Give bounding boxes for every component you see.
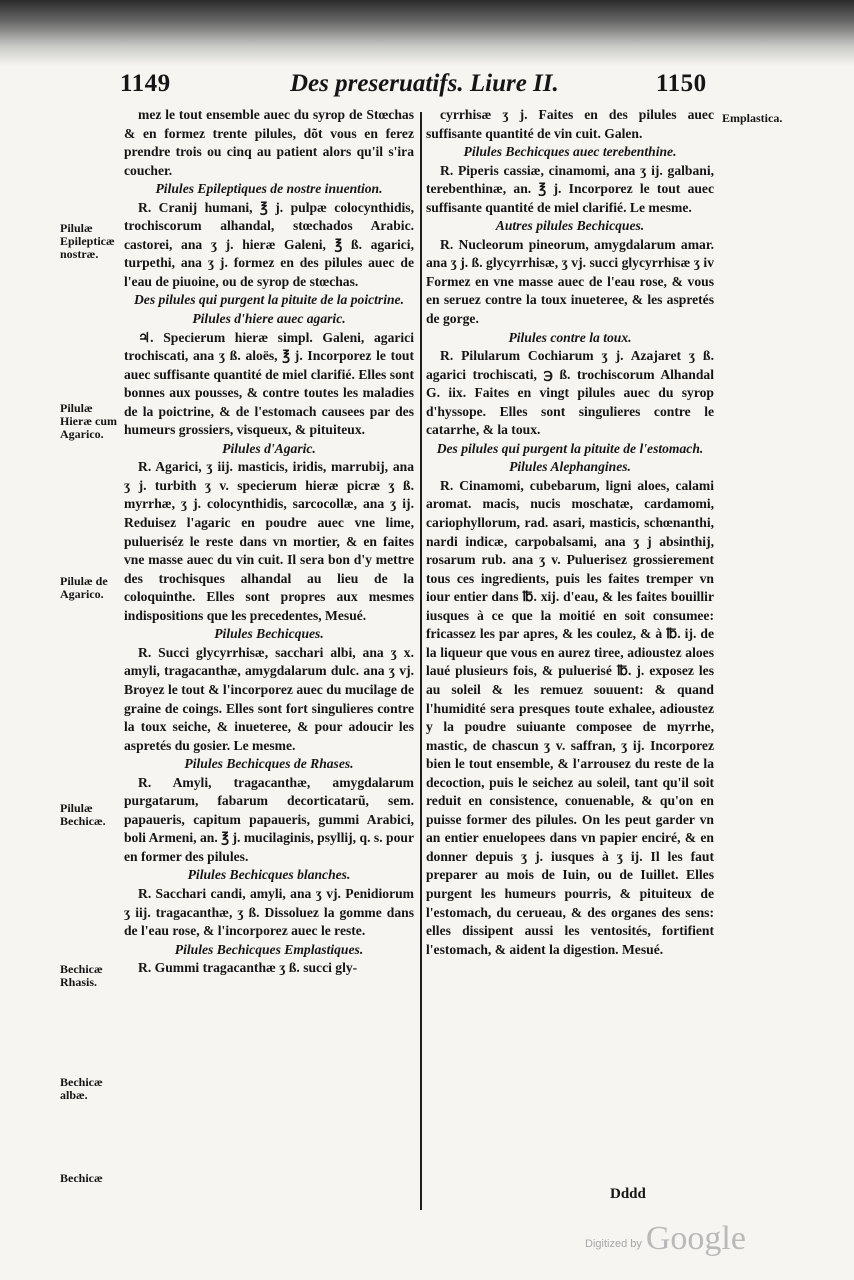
digitized-label: Digitized by — [585, 1238, 642, 1250]
paragraph: R. Sacchari candi, amyli, ana ʒ vj. Penidiorum ʒ iij. tragacanthæ, ʒ ß. Dissoluez la gomme dans de l'eau rose, & l'incorporez auec le reste. — [124, 885, 414, 939]
paragraph: R. Pilularum Cochiarum ʒ j. Azajaret ʒ ß. agarici trochiscati, ℈ ß. trochiscorum Alhandal G. iix. Faites en vingt pilules auec du syrop d'hyssope. Elles sont singulieres contre le catarrhe, & la toux. — [426, 348, 714, 438]
margin-note-bechicae-2: Bechicæ — [60, 1171, 103, 1185]
paragraph: R. Agarici, ʒ iij. masticis, iridis, marrubij, ana ʒ j. turbith ʒ v. specierum hieræ picræ ʒ ß. myrrhæ, ʒ j. colocynthidis, sarcocollæ, ana ʒ ij. Reduisez l'agaric en poudre auec vne lime, pulueriséz le reste dans vn mortier, & en faites vne masse auec du vin cuit. Il sera bon d'y mettre des trochisques alhandal au lieu de la coloquinthe. Elles sont propres aux mesmes indispositions que les precedentes, Mesué. — [124, 459, 414, 623]
digitized-watermark — [585, 1222, 746, 1256]
paragraph: R. Amyli, tragacanthæ, amygdalarum purgatarum, fabarum decorticatarũ, sem. papaueris, capitum papaueris, gummi Arabici, boli Armeni, an. ℥ j. mucilaginis, psyllij, q. s. pour en former des pilules. — [124, 774, 414, 864]
margin-note-agaric: Pilulæ de Agarico. — [60, 574, 108, 601]
right-column — [426, 106, 714, 959]
section-heading: Pilules Epileptiques de nostre inuention. — [155, 181, 383, 197]
running-title: Des preseruatifs. Liure II. — [290, 70, 559, 97]
paragraph: R. Cranij humani, ℥ j. pulpæ colocynthidis, trochiscorum alhandal, stœchados Arabic. castorei, ana ʒ j. hieræ Galeni, ℥ ß. agarici, turpethi, ana ʒ j. formez en des pilules auec de l'eau de piuoine, ou de syrop de stœchas. — [124, 199, 414, 289]
section-heading: Des pilules qui purgent la pituite de la poictrine. — [133, 292, 404, 308]
scan-shadow — [0, 0, 854, 66]
paragraph: R. Cinamomi, cubebarum, ligni aloes, calami aromat. macis, nucis moschatæ, cardamomi, cariophyllorum, rad. asari, masticis, schœnanthi, nardi indicæ, carpobalsami, ana ʒ j absinthij, rosarum rub. ana ʒ v. Puluerisez grossierement tous ces ingredients, puis les faites tremper vn iour entier dans ℔. xij. d'eau, & les faites bouillir iusques à ce que la moitié en soit consumee: fricassez les par apres, & les coulez, & à ℔. ij. de la liqueur que vous en aurez tiree, adioustez aloes laué plusieurs fois, & puluerisé ℔. j. exposez les au soleil & les remuez souuent: & quand l'humidité sera presques toute exhalee, adioustez y la poudre suiuante composee de myrrhe, mastic, de chascun ʒ v. saffran, ʒ ij. Incorporez bien le tout ensemble, & l'arrousez du reste de la decoction, puis le seichez au soleil, tant qu'il soit reduit en consistence, conuenable, & qu'on en puisse former des pilules. On les peut garder vn an entier enuelopees dans vn papier enciré, & en donner depuis ʒ j. iusques à ʒ ij. Il les faut preparer au mois de Iuin, ou de Iuillet. Elles purgent les humeurs pourris, & pituiteux de l'estomach, du cerueau, & des organes des sens: elles dissipent aussi les ventosités, fortifient l'estomach, & aident la digestion. Mesué. — [426, 477, 714, 957]
section-heading: Pilules d'Agaric. — [222, 440, 316, 456]
section-heading: Pilules Bechicques de Rhases. — [184, 756, 354, 772]
paragraph: mez le tout ensemble auec du syrop de Stœchas & en formez trente pilules, dõt vous en ferez prendre trois ou cinq au patient alors qu'il s'ira coucher. — [124, 107, 414, 178]
column-rule — [420, 112, 422, 1210]
page-number-right: 1150 — [656, 70, 707, 97]
margin-note-emplastica: Emplastica. — [722, 111, 783, 125]
section-heading: Pilules Bechicques Emplastiques. — [174, 941, 364, 957]
paragraph: ♃. Specierum hieræ simpl. Galeni, agarici trochiscati, ana ʒ ß. aloës, ℥ j. Incorporez le tout auec suffisante quantité de miel clarifié. Elles sont bonnes aux pousses, & contre toutes les maladies de la poictrine, & de l'estomach causees par des humeurs grossiers, visqueux, & pituiteux. — [124, 329, 414, 438]
section-heading: Pilules contre la toux. — [508, 329, 632, 345]
margin-note-hiere: Pilulæ Hieræ cum Agarico. — [60, 401, 117, 441]
paragraph: R. Gummi tragacanthæ ʒ ß. succi gly- — [138, 960, 358, 976]
google-logo: Google — [645, 1220, 746, 1257]
section-heading: Pilules Bechicques blanches. — [187, 867, 351, 883]
margin-note-bechicae: Pilulæ Bechicæ. — [60, 801, 106, 828]
left-column — [124, 106, 414, 978]
paragraph: cyrrhisæ ʒ j. Faites en des pilules auec suffisante quantité de vin cuit. Galen. — [426, 107, 714, 141]
margin-note-albae: Bechicæ albæ. — [60, 1075, 103, 1102]
section-heading: Pilules Bechicques. — [214, 626, 324, 642]
paragraph: R. Nucleorum pineorum, amygdalarum amar. ana ʒ j. ß. glycyrrhisæ, ʒ vj. succi glycyrrhisæ ʒ iv Formez en vne masse auec de l'eau rose, & vous en seruez contre la toux inueteree, & les aspretés de gorge. — [426, 236, 714, 327]
page-number-left: 1149 — [120, 70, 171, 97]
section-heading: Pilules Bechicques auec terebenthine. — [463, 144, 677, 160]
section-heading: Pilules d'hiere auec agaric. — [192, 311, 346, 327]
margin-note-rhasis: Bechicæ Rhasis. — [60, 962, 103, 989]
section-heading: Des pilules qui purgent la pituite de l'estomach. — [436, 440, 704, 456]
section-heading: Pilules Alephangines. — [509, 459, 631, 475]
margin-note-epileptic: Pilulæ Epilepticæ nostræ. — [60, 221, 115, 261]
paragraph: R. Piperis cassiæ, cinamomi, ana ʒ ij. galbani, terebenthinæ, an. ℥ j. Incorporez le tout auec suffisante quantité de miel clarifié. Le mesme. — [426, 162, 714, 215]
section-heading: Autres pilules Bechicques. — [495, 218, 645, 234]
paragraph: R. Succi glycyrrhisæ, sacchari albi, ana ʒ x. amyli, tragacanthæ, amygdalarum dulc. ana ʒ vj. Broyez le tout & l'incorporez auec du mucilage de graine de coings. Elles sont fort singulieres contre la toux seiche, & inueteree, & pour adoucir les aspretés du gosier. Le mesme. — [124, 644, 414, 753]
signature-mark: Dddd — [610, 1186, 646, 1202]
